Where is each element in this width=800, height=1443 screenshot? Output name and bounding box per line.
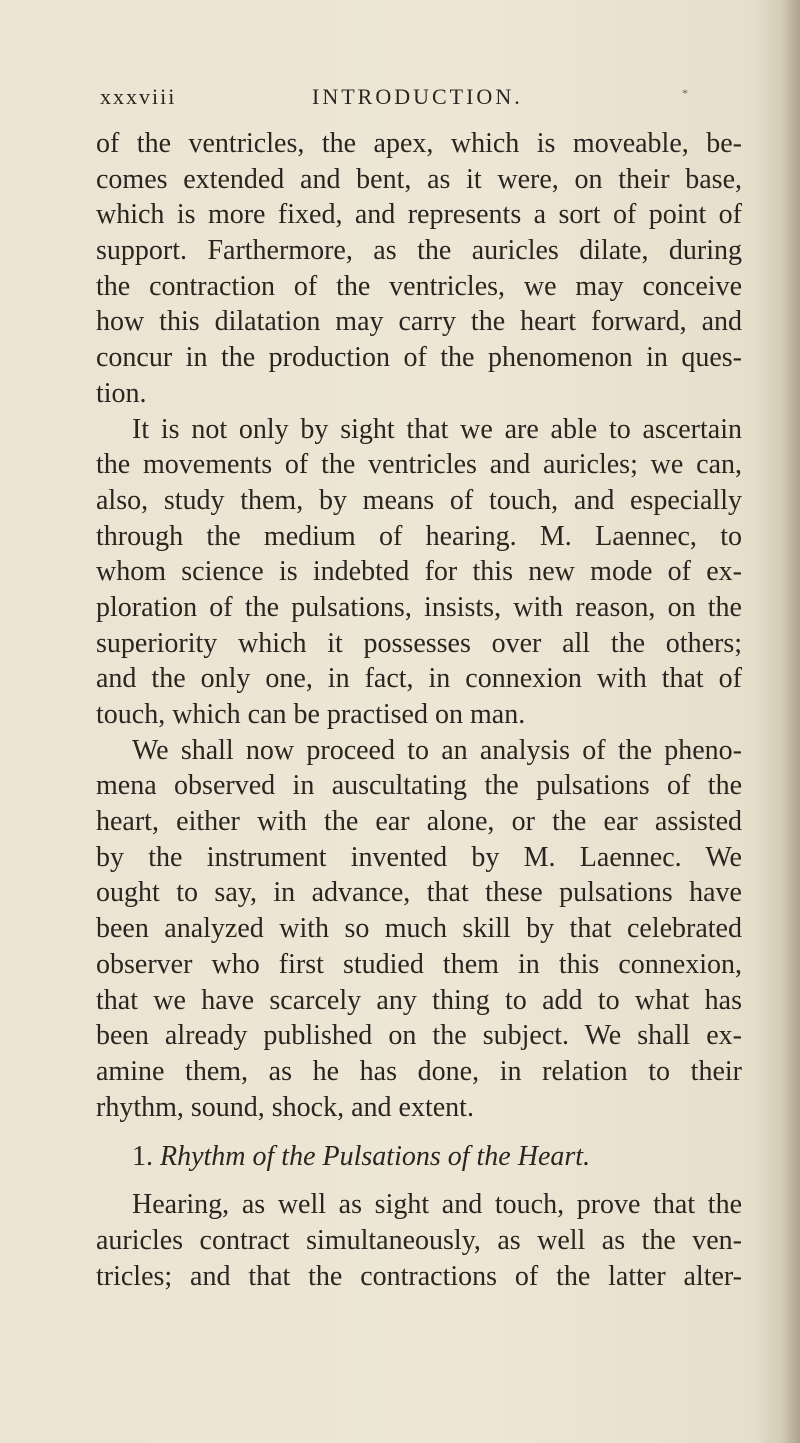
text-line: the movements of the ventricles and auricles; we can, (96, 449, 742, 481)
text-line: concur in the production of the phenomenon in ques- (96, 342, 742, 374)
text-line: ought to say, in advance, that these pulsations have (96, 877, 742, 909)
text-line: amine them, as he has done, in relation to their (96, 1055, 742, 1087)
text-line: We shall now proceed to an analysis of the pheno- (132, 734, 742, 766)
text-line: whom science is indebted for this new mode of ex- (96, 556, 742, 588)
text-line: touch, which can be practised on man. (96, 699, 526, 730)
text-line: Hearing, as well as sight and touch, prove that the (132, 1189, 742, 1221)
page-edge-shadow (782, 0, 800, 1443)
paragraph-1 (96, 126, 742, 412)
text-line: comes extended and bent, as it were, on their base, (96, 163, 742, 195)
text-line: that we have scarcely any thing to add to what has (96, 984, 742, 1016)
text-line: through the medium of hearing. M. Laennec, to (96, 520, 742, 552)
text-line: how this dilatation may carry the heart forward, and (96, 306, 742, 338)
text-line: heart, either with the ear alone, or the ear assisted (96, 806, 742, 838)
text-line: auricles contract simultaneously, as well as the ven- (96, 1224, 742, 1256)
section-heading (96, 1125, 742, 1187)
page-number: xxxviii (100, 84, 177, 109)
text-line: been already published on the subject. We shall ex- (96, 1020, 742, 1052)
text-line: by the instrument invented by M. Laennec. We (96, 841, 742, 873)
running-head: INTRODUCTION. (312, 84, 523, 109)
paragraph-4 (96, 1187, 742, 1294)
text-line: which is more fixed, and represents a sort of point of (96, 199, 742, 231)
text-line: observer who first studied them in this connexion, (96, 948, 742, 980)
text-line: also, study them, by means of touch, and especially (96, 484, 742, 516)
page-header (100, 84, 740, 120)
paragraph-3 (96, 733, 742, 1126)
text-line: the contraction of the ventricles, we may conceive (96, 270, 742, 302)
printer-mark: * (682, 86, 690, 100)
text-line: of the ventricles, the apex, which is moveable, be- (96, 128, 742, 159)
text-line: It is not only by sight that we are able to ascertain (132, 413, 742, 445)
text-line: tricles; and that the contractions of the latter alter- (96, 1260, 742, 1292)
body-text (96, 126, 742, 1294)
text-line: tion. (96, 377, 147, 409)
text-line: rhythm, sound, shock, and extent. (96, 1091, 474, 1123)
text-line: superiority which it possesses over all the others; (96, 627, 742, 659)
text-line: and the only one, in fact, in connexion with that of (96, 663, 742, 695)
section-number: 1. (132, 1141, 153, 1173)
text-line: ploration of the pulsations, insists, with reason, on the (96, 591, 742, 623)
text-line: support. Farthermore, as the auricles dilate, during (96, 235, 742, 267)
paragraph-2 (96, 412, 742, 733)
text-line: been analyzed with so much skill by that celebrated (96, 913, 742, 945)
section-title: Rhythm of the Pulsations of the Heart. (160, 1141, 591, 1173)
text-line: mena observed in auscultating the pulsations of the (96, 770, 742, 802)
